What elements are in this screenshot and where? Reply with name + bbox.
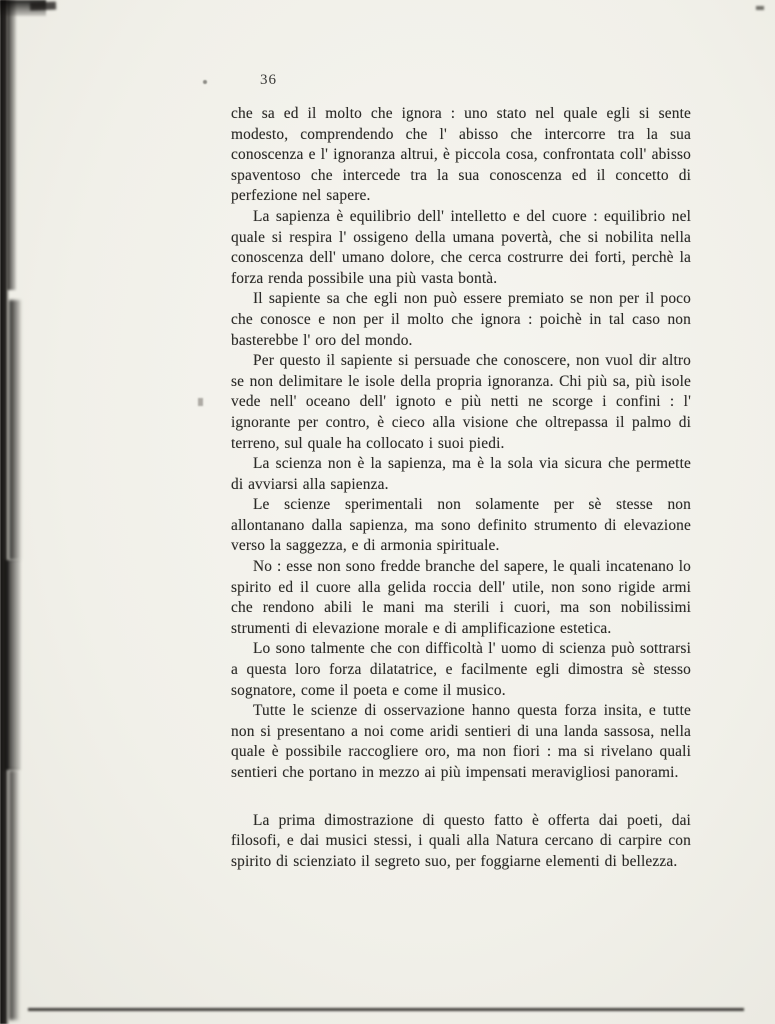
scan-artifact-streak (7, 0, 16, 290)
paragraph: La sapienza è equilibrio dell' intelletto e del cuore : equilibrio nel quale si respira l' ossigeno della umana povertà, che si nobilita nella conoscenza dell' umano dolore, che cerca costrurre dei forti, perchè la forza renda possibile una più vasta bontà. (231, 207, 691, 287)
scan-artifact-speck (756, 6, 764, 10)
paragraph: La prima dimostrazione di questo fatto è offerta dai poeti, dai filosofi, e dai musici stessi, i quali alla Natura cercano di carpire con spirito di scienziato il segreto suo, per foggiarne elementi di bellezza. (231, 811, 691, 870)
paragraph: Per questo il sapiente si persuade che conoscere, non vuol dir altro se non delimitare le isole della propria ignoranza. Chi più sa, più isole vede nell' oceano dell' ignoto e più netti ne scorge i confini : l' ignorante per contro, è cieco alla visione che oltrepassa il palmo di terreno, sul quale ha collocato i suoi piedi. (231, 352, 691, 452)
paragraph: Lo sono talmente che con difficoltà l' uomo di scienza può sottrarsi a questa loro forza dilatatrice, e facilmente egli dimostra sè stesso sognatore, come il poeta e come il musico. (231, 640, 691, 699)
text-block (231, 104, 691, 872)
paragraph: Le scienze sperimentali non solamente per sè stesse non allontanano dalla sapienza, ma sono definito strumento di elevazione verso la saggezza, e di armonia spirituale. (231, 496, 691, 555)
paragraph: che sa ed il molto che ignora : uno stato nel quale egli si sente modesto, comprendendo che l' abisso che intercorre tra la sua conoscenza e l' ignoranza altrui, è piccola cosa, confrontata coll' abisso spaventoso che intercede tra la sua conoscenza ed il concetto di perfezione nel sapere. (231, 105, 691, 205)
scan-artifact-top-mark (30, 2, 56, 11)
scan-artifact-streak (9, 770, 19, 1020)
scan-artifact-streak (9, 300, 21, 560)
paragraph: Tutte le scienze di osservazione hanno questa forza insita, e tutte non si presentano a noi come aridi sentieri di una landa sassosa, nella quale è possibile raccogliere oro, ma non fiori : ma si rivelano quali sentieri che portano in mezzo ai più impensati meravigliosi panorami. (231, 702, 691, 781)
scan-artifact-streak (5, 560, 21, 770)
page-number: 36 (260, 72, 277, 88)
scan-artifact-bottom-line (28, 1008, 744, 1011)
paragraph: Il sapiente sa che egli non può essere premiato se non per il poco che conosce e non per il molto che ignora : poichè in tal caso non basterebbe l' oro del mondo. (231, 290, 691, 349)
paragraph: La scienza non è la sapienza, ma è la sola via sicura che permette di avviarsi alla sapienza. (231, 455, 691, 493)
paragraph: No : esse non sono fredde branche del sapere, le quali incatenano lo spirito ed il cuore alla gelida roccia dell' utile, non sono rigide armi che rendono abili le mani ma sterili i cuori, ma son nobilissimi strumenti di elevazione morale e di amplificazione estetica. (231, 558, 691, 637)
scan-artifact-corner-mark (0, 0, 46, 16)
scan-artifact-left-edge-band (0, 0, 10, 1024)
scan-artifact-speck (198, 398, 203, 406)
scan-artifact-speck (203, 80, 207, 84)
